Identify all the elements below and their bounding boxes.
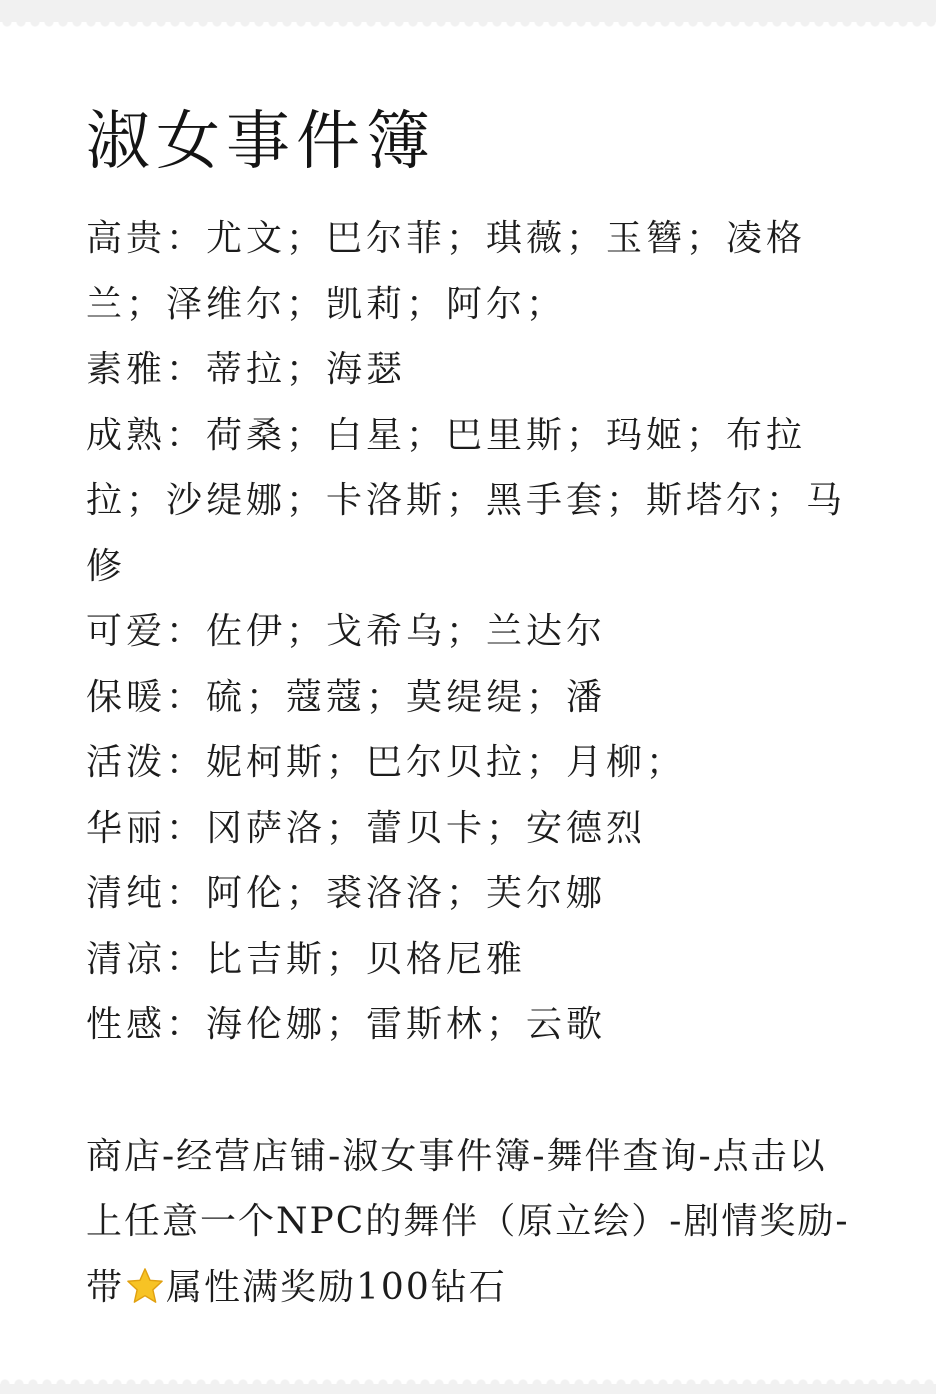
category-line-lively: 活泼：妮柯斯；巴尔贝拉；月柳； — [86, 742, 687, 783]
category-line-cute: 可爱：佐伊；戈希乌；兰达尔 — [86, 611, 607, 652]
category-line-gorgeous: 华丽：冈萨洛；蕾贝卡；安德烈 — [86, 807, 647, 849]
category-line-mature: 成熟：荷桑；白星；巴里斯；玛姬；布拉拉；沙缇娜；卡洛斯；黑手套；斯塔尔；马修 — [86, 414, 847, 587]
category-line-warm: 保暖：硫；蔻蔻；莫缇缇；潘 — [86, 676, 607, 718]
paper-edge-top — [0, 22, 936, 32]
star-icon — [126, 1267, 164, 1305]
instruction-text-part1: 商店-经营店铺-淑女事件簿-舞伴查询-点击以上任意一个NPC的舞伴（原立绘）-剧情奖励-带 — [86, 1135, 850, 1308]
category-line-cool: 清凉：比吉斯；贝格尼雅 — [86, 938, 527, 980]
category-line-sexy: 性感：海伦娜；雷斯林；云歌 — [86, 1004, 607, 1045]
category-list — [86, 206, 850, 1058]
instruction-text-part2: 属性满奖励100钻石 — [166, 1266, 507, 1308]
page-title: 淑女事件簿 — [86, 105, 436, 179]
category-line-pure: 清纯：阿伦；裘洛洛；芙尔娜 — [86, 873, 607, 914]
category-line-plain: 素雅：蒂拉；海瑟 — [86, 349, 407, 390]
paper-edge-bottom — [0, 1374, 936, 1384]
instruction-note — [86, 1124, 850, 1321]
category-line-elegant: 高贵：尤文；巴尔菲；琪薇；玉簪；凌格兰；泽维尔；凯莉；阿尔； — [86, 218, 807, 325]
spacer — [86, 1058, 850, 1124]
document-page — [0, 22, 936, 1384]
